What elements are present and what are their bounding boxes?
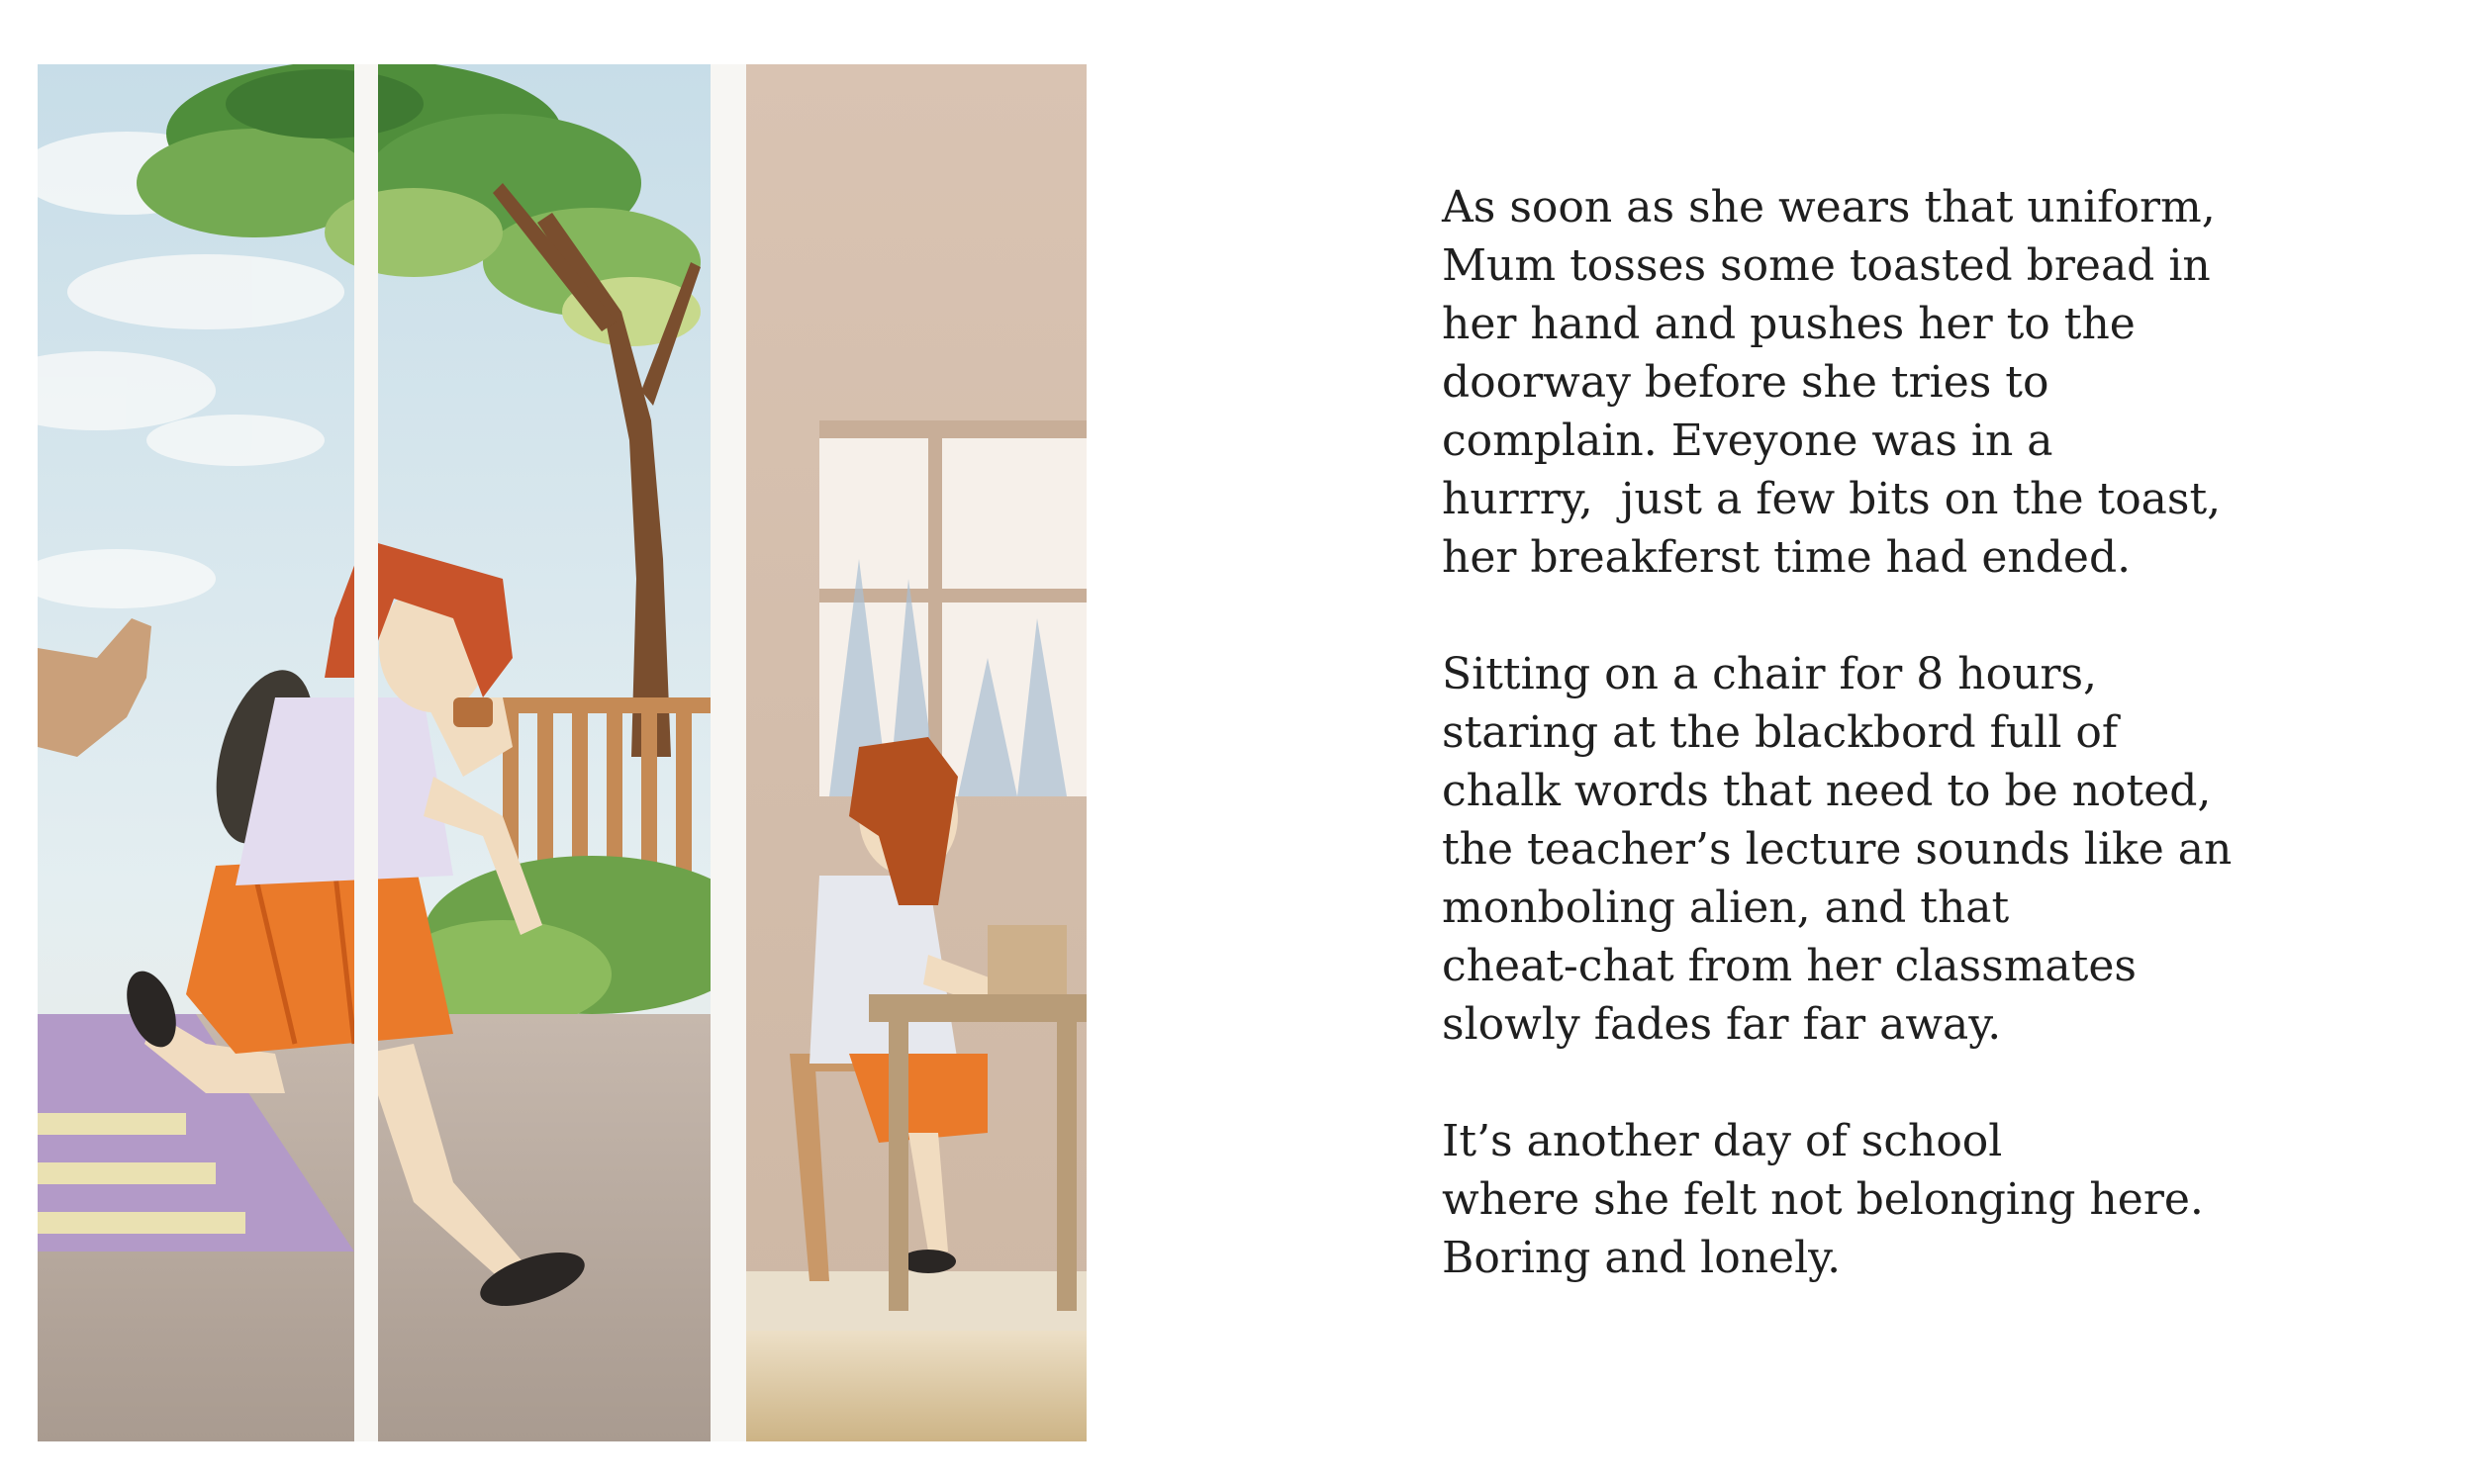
story-line: monboling alien, and that (1442, 882, 2010, 933)
story-line: staring at the blackbord full of (1442, 707, 2119, 758)
story-paragraph (1442, 178, 2372, 587)
story-line: the teacher’s lecture sounds like an (1442, 824, 2233, 875)
story-line: Mum tosses some toasted bread in (1442, 240, 2211, 291)
story-paragraph (1442, 1112, 2372, 1287)
story-line: hurrry, just a few bits on the toast, (1442, 474, 2222, 524)
frame-line-left (354, 64, 378, 1441)
story-line: her breakferst time had ended. (1442, 532, 2132, 583)
story-line: complain. Eveyone was in a (1442, 416, 2053, 466)
story-line: Sitting on a chair for 8 hours, (1442, 649, 2098, 699)
story-text (1442, 178, 2372, 1345)
story-line: slowly fades far far away. (1442, 999, 2002, 1050)
story-line: chalk words that need to be noted, (1442, 766, 2212, 816)
story-paragraph (1442, 645, 2372, 1054)
watercolor-illustration (38, 64, 1087, 1441)
story-line: It’s another day of school (1442, 1116, 2003, 1166)
classroom-floor (730, 1321, 1087, 1441)
story-line: As soon as she wears that uniform, (1442, 182, 2216, 232)
story-line: Boring and lonely. (1442, 1233, 1842, 1283)
story-line: her hand and pushes her to the (1442, 299, 2136, 349)
frame-line-right (711, 64, 746, 1441)
story-line: where she felt not belonging here. (1442, 1174, 2204, 1225)
story-line: cheat-chat from her classmates (1442, 941, 2137, 991)
story-line: doorway before she tries to (1442, 357, 2049, 408)
